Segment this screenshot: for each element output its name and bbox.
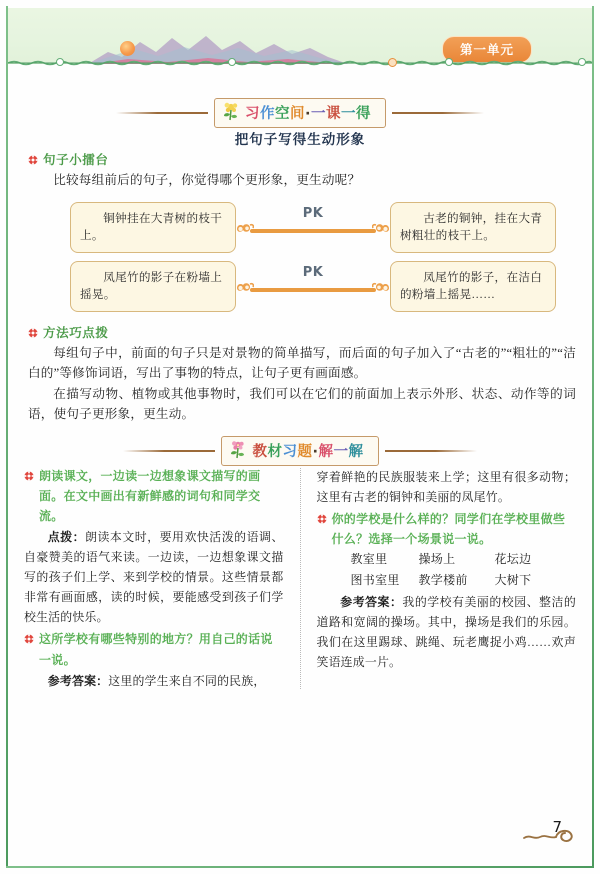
- exercises-columns: [24, 466, 576, 691]
- ribbon-char: 一: [341, 106, 356, 122]
- banner-wave-divider: [8, 58, 592, 66]
- column-divider: [300, 468, 301, 689]
- pk-label: PK: [302, 265, 324, 281]
- ribbon-title: [252, 444, 363, 460]
- question-1-answer: [24, 527, 284, 627]
- scene-option: 图书室里: [350, 572, 400, 587]
- exercises-column-right: [317, 466, 577, 691]
- sentence-bubble-after: 凤尾竹的影子，在洁白的粉墙上摇晃……: [390, 261, 556, 312]
- ribbon-char: 材: [267, 444, 283, 460]
- swirl-ornament-icon: [522, 824, 578, 846]
- pk-label: PK: [302, 206, 324, 222]
- ribbon-char: 一: [311, 106, 326, 122]
- ribbon-char: ·: [304, 106, 311, 122]
- cloud-swirl-icon: [372, 279, 392, 297]
- ribbon-char: 作: [259, 106, 275, 122]
- ribbon-char: 空: [274, 106, 290, 122]
- pk-connector: [236, 263, 390, 309]
- wave-dot: [228, 58, 236, 66]
- scene-option: 大树下: [494, 572, 532, 587]
- question-2-answer-start: [24, 671, 284, 691]
- heading-method-tips: [28, 323, 109, 341]
- flower-bullet-icon: [317, 510, 327, 520]
- question-1-heading: [24, 466, 284, 526]
- pk-comparison-row: [70, 261, 556, 312]
- pk-bar: [250, 229, 376, 232]
- ribbon-char: 课: [326, 106, 341, 122]
- sun-icon: [120, 41, 135, 56]
- ribbon-rule-left: [116, 112, 208, 114]
- flower-icon: [227, 439, 249, 459]
- sentence-bubble-before: 凤尾竹的影子在粉墙上摇晃。: [70, 261, 236, 312]
- answer-label: 参考答案：: [340, 594, 403, 609]
- answer-label: 参考答案：: [47, 673, 109, 688]
- intro-paragraph: 比较每组前后的句子，你觉得哪个更形象，更生动呢？: [53, 173, 361, 187]
- ribbon-char: 一: [333, 444, 349, 460]
- heading-text: 方法巧点拨: [43, 325, 109, 340]
- scene-option: 操场上: [418, 552, 456, 567]
- flower-bullet-icon: [28, 153, 38, 163]
- ribbon-box: [221, 436, 378, 466]
- scene-option: 教学楼前: [418, 572, 468, 587]
- ribbon-char: 解: [348, 444, 364, 460]
- ribbon-char: 间: [289, 106, 305, 122]
- cloud-swirl-icon: [234, 220, 254, 238]
- scene-options-row-1: [317, 549, 577, 570]
- ribbon-rule-right: [392, 112, 484, 114]
- method-paragraph-2: 在描写动物、植物或其他事物时，我们可以在它们的前面加上表示外形、状态、动作等的词语，使句子更形象，更生动。: [28, 387, 576, 422]
- ribbon-char: 题: [297, 444, 313, 460]
- sentence-bubble-after: 古老的铜钟，挂在大青树粗壮的枝干上。: [390, 202, 556, 253]
- ribbon-char: 习: [282, 444, 298, 460]
- question-2-answer-continued: [317, 467, 577, 507]
- unit-badge: 第一单元: [442, 36, 532, 63]
- ribbon-rule-right: [385, 450, 477, 452]
- ribbon-char: 得: [356, 106, 371, 122]
- ribbon-rule-left: [123, 450, 215, 452]
- exercises-column-left: [24, 466, 284, 691]
- page-number: 7: [552, 818, 562, 836]
- answer-text: 穿着鲜艳的民族服装来上学；这里有很多动物；这里有古老的铜钟和美丽的凤尾竹。: [316, 470, 576, 504]
- page-frame-bottom: [6, 866, 594, 868]
- question-2-heading: [24, 629, 284, 669]
- question-3-answer: [317, 592, 577, 672]
- flower-bullet-icon: [24, 630, 34, 640]
- ribbon-title: [245, 106, 371, 122]
- ribbon-char: 解: [318, 444, 334, 460]
- top-banner: [8, 8, 592, 64]
- answer-text: 朗读本文时，要用欢快活泼的语调、自豪赞美的语气来读。一边读，一边想象课文描写的孩子们上学、来到学校的情景。这些情景都非常有画面感，读的时候，要能感受到孩子们学校生活的快乐。: [24, 530, 284, 625]
- heading-sentence-arena: [28, 150, 109, 168]
- wave-dot: [578, 58, 586, 66]
- answer-label: 点拨：: [47, 530, 86, 545]
- wave-dot: [445, 58, 453, 66]
- wave-dot-accent: [388, 58, 397, 67]
- flower-icon: [220, 101, 242, 121]
- question-text: 这所学校有哪些特别的地方？用自己的话说一说。: [39, 632, 273, 667]
- flower-bullet-icon: [28, 326, 38, 336]
- question-text: 朗读课文，一边读一边想象课文描写的画面。在文中画出有新鲜感的词句和同学交流。: [39, 469, 261, 524]
- scene-option: 花坛边: [494, 552, 532, 567]
- heading-text: 句子小擂台: [43, 152, 109, 167]
- flower-bullet-icon: [24, 467, 34, 477]
- pk-comparison-row: [70, 202, 556, 253]
- page-title: 把句子写得生动形象: [234, 132, 366, 148]
- question-3-heading: [317, 509, 577, 549]
- question-text: 你的学校是什么样的？同学们在学校里做些什么？选择一个场景说一说。: [331, 512, 566, 547]
- ribbon-char: 教: [252, 444, 268, 460]
- sentence-bubble-before: 铜钟挂在大青树的枝干上。: [70, 202, 236, 253]
- answer-text: 我的学校有美丽的校园、整洁的道路和宽阔的操场。其中，操场是我们的乐园。我们在这里踢球、跳绳、玩老鹰捉小鸡……欢声笑语连成一片。: [316, 594, 576, 669]
- ribbon-char: ·: [312, 444, 319, 460]
- wave-dot: [56, 58, 64, 66]
- scene-options-row-2: [317, 570, 577, 591]
- cloud-swirl-icon: [372, 220, 392, 238]
- scene-option: 教室里: [350, 552, 388, 567]
- pk-bar: [250, 288, 376, 291]
- pk-connector: [236, 204, 390, 250]
- ribbon-box: [214, 98, 386, 128]
- section-header-writing-space: [0, 98, 600, 128]
- ribbon-char: 习: [244, 106, 260, 122]
- cloud-swirl-icon: [234, 279, 254, 297]
- answer-text: 这里的学生来自不同的民族，: [108, 673, 266, 688]
- section-header-textbook-exercises: [0, 436, 600, 466]
- method-paragraph-1: 每组句子中，前面的句子只是对景物的简单描写，而后面的句子加入了“古老的”“粗壮的”“洁白的”等修饰词语，写出了事物的特点，让句子更有画面感。: [28, 346, 576, 381]
